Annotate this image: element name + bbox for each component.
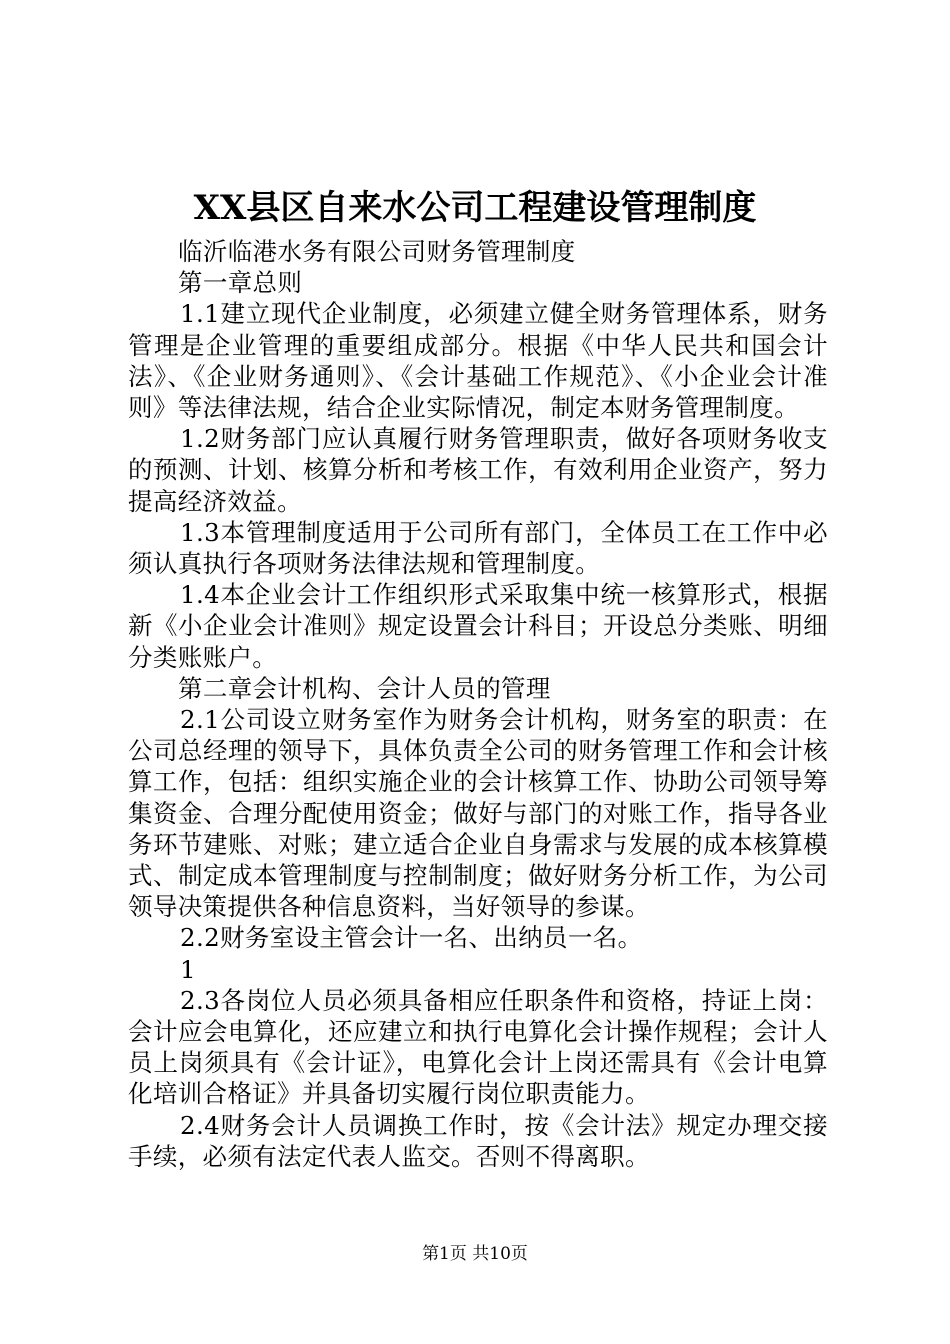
body-paragraph: 1.4本企业会计工作组织形式采取集中统一核算形式，根据新《小企业会计准则》规定设置会计科目；开设总分类账、明细分类账账户。 bbox=[128, 580, 828, 672]
document-title: XX县区自来水公司工程建设管理制度 bbox=[193, 188, 757, 228]
body-paragraph: 1.1建立现代企业制度，必须建立健全财务管理体系，财务管理是企业管理的重要组成部分。根据《中华人民共和国会计法》、《企业财务通则》、《会计基础工作规范》、《小企业会计准则》等法律法规，结合企业实际情况，制定本财务管理制度。 bbox=[128, 299, 828, 423]
document-body bbox=[128, 236, 828, 1172]
body-paragraph: 1.3本管理制度适用于公司所有部门，全体员工在工作中必须认真执行各项财务法律法规和管理制度。 bbox=[128, 517, 828, 579]
body-paragraph: 2.4财务会计人员调换工作时，按《会计法》规定办理交接手续，必须有法定代表人监交。否则不得离职。 bbox=[128, 1110, 828, 1171]
page-footer: 第1页 共10页 bbox=[422, 1244, 528, 1264]
chapter-heading: 第二章会计机构、会计人员的管理 bbox=[178, 673, 551, 703]
chapter-heading: 第一章总则 bbox=[178, 268, 303, 298]
body-paragraph: 1.2财务部门应认真履行财务管理职责，做好各项财务收支的预测、计划、核算分析和考核工作，有效利用企业资产，努力提高经济效益。 bbox=[128, 424, 828, 516]
inline-page-number: 1 bbox=[180, 954, 196, 984]
subtitle-paragraph: 临沂临港水务有限公司财务管理制度 bbox=[178, 237, 576, 266]
body-paragraph: 2.3各岗位人员必须具备相应任职条件和资格，持证上岗：会计应会电算化，还应建立和执行电算化会计操作规程；会计人员上岗须具有《会计证》，电算化会计上岗还需具有《会计电算化培训合格证》并具备切实履行岗位职责能力。 bbox=[128, 985, 828, 1109]
body-paragraph: 2.1公司设立财务室作为财务会计机构，财务室的职责：在公司总经理的领导下，具体负责全公司的财务管理工作和会计核算工作，包括：组织实施企业的会计核算工作、协助公司领导筹集资金、合理分配使用资金；做好与部门的对账工作，指导各业务环节建账、对账；建立适合企业自身需求与发展的成本核算模式、制定成本管理制度与控制制度；做好财务分析工作，为公司领导决策提供各种信息资料，当好领导的参谋。 bbox=[128, 705, 828, 922]
body-paragraph: 2.2财务室设主管会计一名、出纳员一名。 bbox=[180, 923, 643, 953]
